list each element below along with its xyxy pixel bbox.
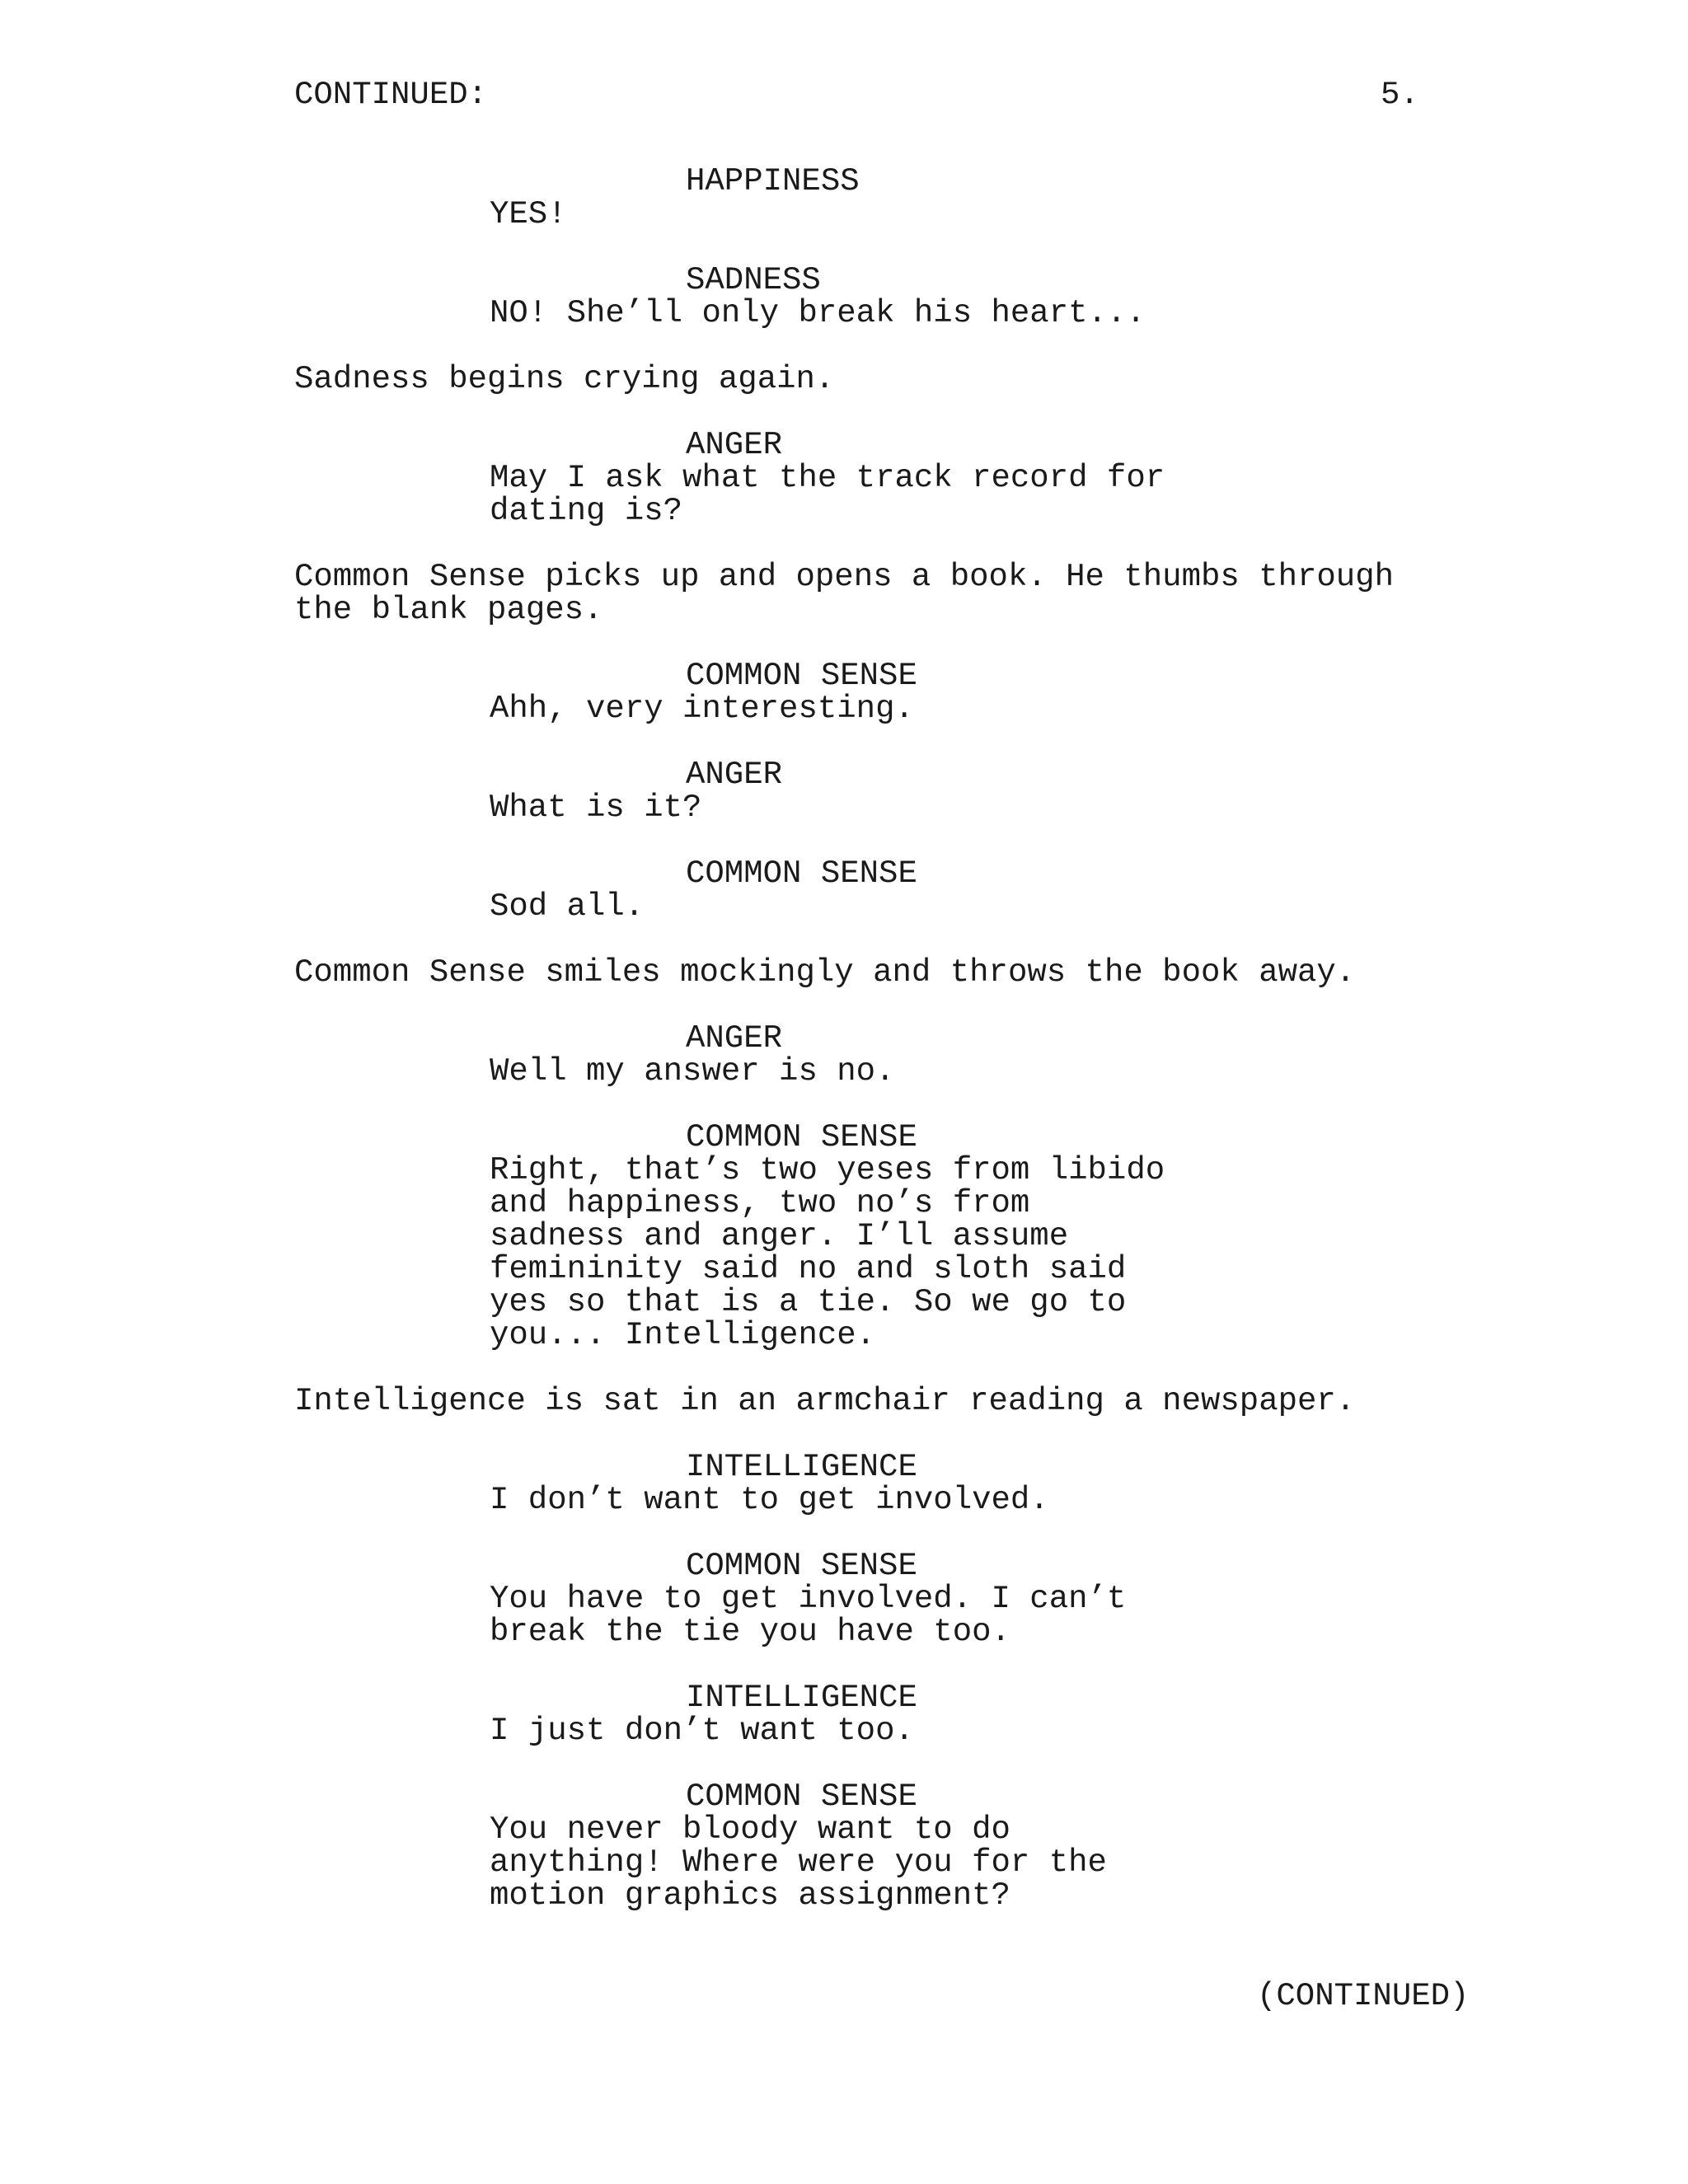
page-number: 5. (1381, 77, 1419, 113)
character-cue: ANGER (686, 1020, 783, 1057)
dialogue-line: You have to get involved. I can’t (490, 1581, 1127, 1617)
dialogue-line: YES! (490, 196, 567, 232)
dialogue-line: I don’t want to get involved. (490, 1482, 1049, 1518)
action-line: Sadness begins crying again. (294, 361, 835, 397)
action-line: Common Sense picks up and opens a book. He thumbs through (294, 559, 1395, 595)
dialogue-line: Well my answer is no. (490, 1053, 895, 1090)
character-cue: INTELLIGENCE (686, 1449, 917, 1485)
character-cue: COMMON SENSE (686, 1779, 917, 1815)
dialogue-line: dating is? (490, 493, 683, 529)
dialogue-line: NO! She’ll only break his heart... (490, 295, 1146, 331)
dialogue-line: I just don’t want too. (490, 1713, 914, 1749)
dialogue-line: May I ask what the track record for (490, 460, 1165, 496)
character-cue: ANGER (686, 427, 783, 463)
action-line: Common Sense smiles mockingly and throws the book away. (294, 954, 1356, 991)
dialogue-line: Sod all. (490, 888, 645, 925)
dialogue-line: you... Intelligence. (490, 1317, 876, 1353)
action-line: Intelligence is sat in an armchair reading a newspaper. (294, 1383, 1356, 1419)
character-cue: COMMON SENSE (686, 658, 917, 694)
action-line: the blank pages. (294, 592, 603, 628)
character-cue: COMMON SENSE (686, 1119, 917, 1155)
dialogue-line: yes so that is a tie. So we go to (490, 1284, 1127, 1320)
dialogue-line: anything! Where were you for the (490, 1844, 1107, 1881)
dialogue-line: You never bloody want to do (490, 1811, 1010, 1848)
character-cue: ANGER (686, 757, 783, 793)
dialogue-line: motion graphics assignment? (490, 1877, 1010, 1914)
header-continued: CONTINUED: (294, 77, 488, 113)
dialogue-line: femininity said no and sloth said (490, 1251, 1127, 1287)
dialogue-line: Ahh, very interesting. (490, 691, 914, 727)
dialogue-line: sadness and anger. I’ll assume (490, 1218, 1069, 1254)
character-cue: INTELLIGENCE (686, 1680, 917, 1716)
character-cue: COMMON SENSE (686, 1548, 917, 1584)
dialogue-line: and happiness, two no’s from (490, 1185, 1030, 1221)
dialogue-line: What is it? (490, 790, 702, 826)
character-cue: SADNESS (686, 262, 821, 298)
character-cue: COMMON SENSE (686, 855, 917, 892)
dialogue-line: Right, that’s two yeses from libido (490, 1152, 1165, 1188)
character-cue: HAPPINESS (686, 163, 860, 199)
footer-continued: (CONTINUED) (1257, 1978, 1470, 2014)
dialogue-line: break the tie you have too. (490, 1614, 1010, 1650)
